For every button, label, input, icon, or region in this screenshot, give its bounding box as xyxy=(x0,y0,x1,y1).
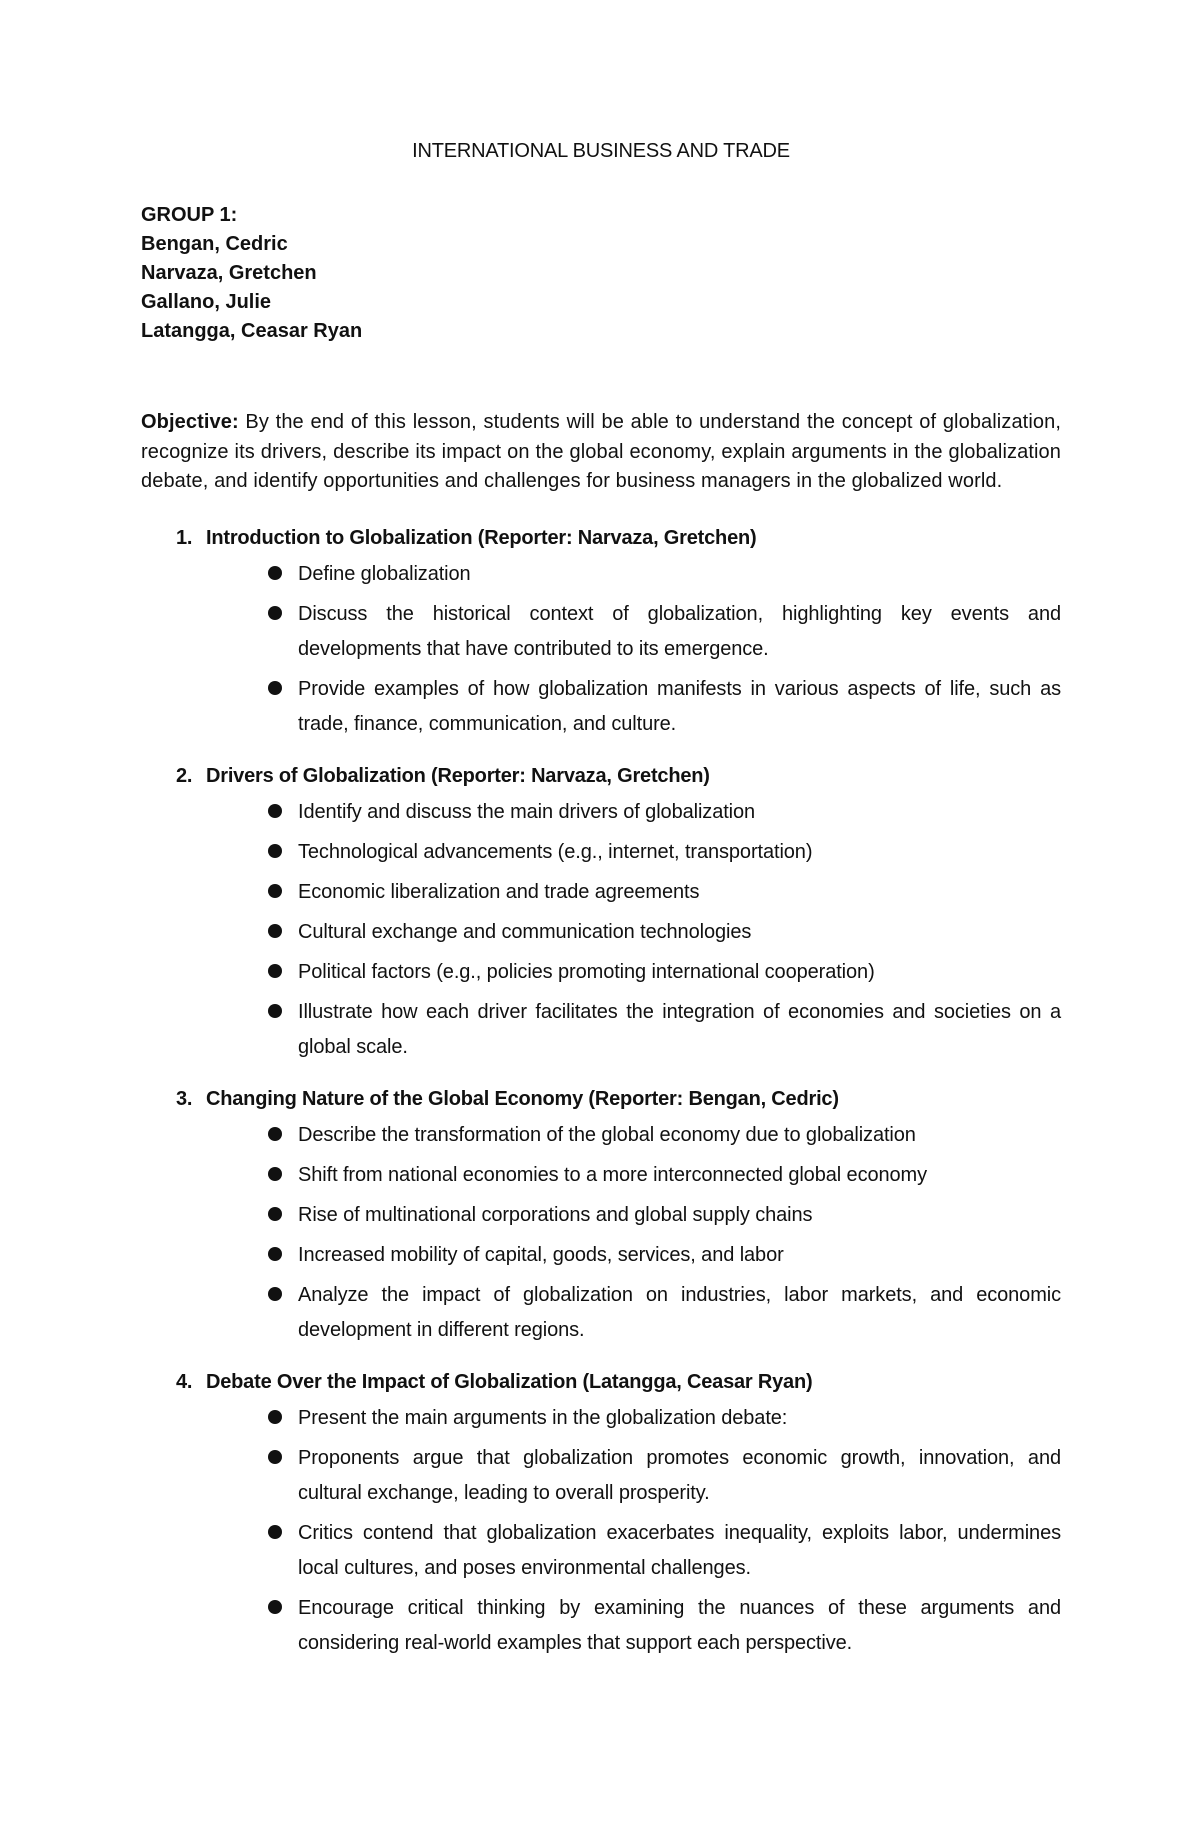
section-number: 4. xyxy=(176,1370,193,1393)
list-item xyxy=(268,1198,1061,1233)
section-item-list xyxy=(141,1401,1061,1661)
item-text: Technological advancements (e.g., internet, transportation) xyxy=(298,840,813,863)
bullet-icon xyxy=(268,681,282,695)
list-item xyxy=(268,1441,1061,1511)
objective-paragraph xyxy=(141,408,1061,497)
bullet-icon xyxy=(268,1004,282,1018)
item-text: Discuss the historical context of globalization, highlighting key events and developments that have contributed to its emergence. xyxy=(298,602,1061,660)
group-member: Gallano, Julie xyxy=(141,291,272,313)
bullet-icon xyxy=(268,844,282,858)
section-2 xyxy=(141,761,1061,1065)
group-heading: GROUP 1: xyxy=(141,204,238,226)
list-item xyxy=(268,1516,1061,1586)
section-title: Introduction to Globalization (Reporter: Narvaza, Gretchen) xyxy=(206,526,757,549)
section-heading xyxy=(176,1367,1061,1397)
section-heading xyxy=(176,761,1061,791)
item-text: Provide examples of how globalization manifests in various aspects of life, such as trade, finance, communication, and culture. xyxy=(298,677,1061,735)
section-heading xyxy=(176,523,1061,553)
item-text: Present the main arguments in the globalization debate: xyxy=(298,1406,788,1429)
bullet-icon xyxy=(268,1167,282,1181)
item-text: Analyze the impact of globalization on industries, labor markets, and economic development in different regions. xyxy=(298,1283,1061,1341)
bullet-icon xyxy=(268,566,282,580)
section-1 xyxy=(141,523,1061,742)
bullet-icon xyxy=(268,606,282,620)
bullet-icon xyxy=(268,964,282,978)
section-4 xyxy=(141,1367,1061,1661)
section-number: 2. xyxy=(176,764,193,787)
list-item xyxy=(268,875,1061,910)
bullet-icon xyxy=(268,1127,282,1141)
item-text: Proponents argue that globalization promotes economic growth, innovation, and cultural exchange, leading to overall prosperity. xyxy=(298,1446,1061,1504)
list-item xyxy=(268,557,1061,592)
list-item xyxy=(268,835,1061,870)
section-number: 1. xyxy=(176,526,193,549)
section-title: Drivers of Globalization (Reporter: Narvaza, Gretchen) xyxy=(206,764,710,787)
objective-label: Objective: xyxy=(141,411,239,433)
list-item xyxy=(268,1118,1061,1153)
document-title: INTERNATIONAL BUSINESS AND TRADE xyxy=(412,140,790,162)
item-text: Cultural exchange and communication technologies xyxy=(298,920,752,943)
section-heading xyxy=(176,1084,1061,1114)
bullet-icon xyxy=(268,1525,282,1539)
list-item xyxy=(268,795,1061,830)
document-content xyxy=(141,140,1061,1680)
item-text: Define globalization xyxy=(298,562,471,585)
group-member: Bengan, Cedric xyxy=(141,233,288,255)
bullet-icon xyxy=(268,1247,282,1261)
objective-text: By the end of this lesson, students will be able to understand the concept of globalization, recognize its drivers, describe its impact on the global economy, explain arguments in the globalization debate, and identify opportunities and challenges for business managers in the globalized world. xyxy=(141,411,1061,492)
item-text: Increased mobility of capital, goods, services, and labor xyxy=(298,1243,784,1266)
list-item xyxy=(268,672,1061,742)
list-item xyxy=(268,955,1061,990)
item-text: Encourage critical thinking by examining the nuances of these arguments and considering real-world examples that support each perspective. xyxy=(298,1596,1061,1654)
list-item xyxy=(268,1278,1061,1348)
section-number: 3. xyxy=(176,1087,193,1110)
item-text: Describe the transformation of the global economy due to globalization xyxy=(298,1123,916,1146)
list-item xyxy=(268,1158,1061,1193)
section-title: Changing Nature of the Global Economy (Reporter: Bengan, Cedric) xyxy=(206,1087,839,1110)
section-3 xyxy=(141,1084,1061,1348)
bullet-icon xyxy=(268,1207,282,1221)
bullet-icon xyxy=(268,1287,282,1301)
list-item xyxy=(268,1238,1061,1273)
bullet-icon xyxy=(268,924,282,938)
item-text: Identify and discuss the main drivers of globalization xyxy=(298,800,756,823)
section-item-list xyxy=(141,557,1061,742)
section-item-list xyxy=(141,1118,1061,1348)
list-item xyxy=(268,995,1061,1065)
bullet-icon xyxy=(268,1600,282,1614)
item-text: Rise of multinational corporations and global supply chains xyxy=(298,1203,813,1226)
bullet-icon xyxy=(268,884,282,898)
item-text: Illustrate how each driver facilitates the integration of economies and societies on a global scale. xyxy=(298,1000,1061,1058)
bullet-icon xyxy=(268,1450,282,1464)
item-text: Shift from national economies to a more interconnected global economy xyxy=(298,1163,928,1186)
list-item xyxy=(268,915,1061,950)
bullet-icon xyxy=(268,804,282,818)
list-item xyxy=(268,1401,1061,1436)
group-member: Narvaza, Gretchen xyxy=(141,262,317,284)
item-text: Economic liberalization and trade agreements xyxy=(298,880,700,903)
group-block xyxy=(141,201,1061,346)
bullet-icon xyxy=(268,1410,282,1424)
item-text: Critics contend that globalization exacerbates inequality, exploits labor, undermines local cultures, and poses environmental challenges. xyxy=(298,1521,1061,1579)
section-title: Debate Over the Impact of Globalization (Latangga, Ceasar Ryan) xyxy=(206,1370,813,1393)
group-member: Latangga, Ceasar Ryan xyxy=(141,320,363,342)
item-text: Political factors (e.g., policies promoting international cooperation) xyxy=(298,960,875,983)
list-item xyxy=(268,597,1061,667)
list-item xyxy=(268,1591,1061,1661)
section-item-list xyxy=(141,795,1061,1065)
